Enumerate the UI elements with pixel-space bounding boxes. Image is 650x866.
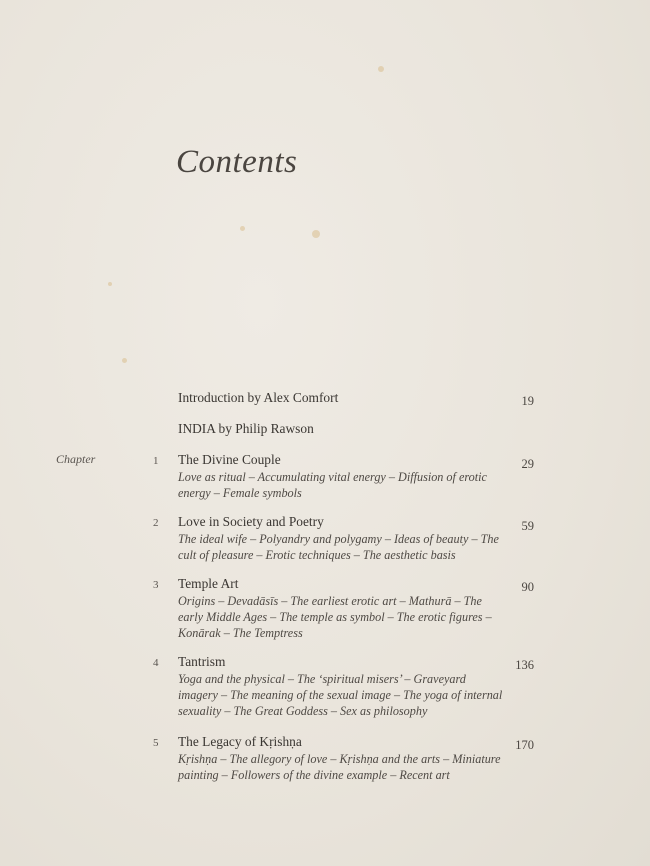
chapter-title: Tantrism — [178, 654, 226, 669]
chapter-number: 2 — [153, 517, 159, 529]
intro-entry: Introduction by Alex Comfort — [178, 390, 339, 405]
chapter-number: 1 — [153, 455, 159, 467]
foxing-spot — [122, 358, 127, 363]
chapter-title: Temple Art — [178, 576, 239, 591]
chapter-page-number: 29 — [521, 457, 534, 471]
chapter-description: The ideal wife – Polyandry and polygamy – Ideas of beauty – The cult of pleasure – Erotic techniques – The aesthetic basis — [178, 532, 499, 562]
chapter-description: Kṛishṇa – The allegory of love – Kṛishṇa and the arts – Miniature painting – Followers of the divine example – Recent art — [178, 752, 501, 782]
contents-title: Contents — [176, 144, 298, 180]
chapter-description: Love as ritual – Accumulating vital energy – Diffusion of erotic energy – Female symbols — [178, 470, 487, 500]
chapter-page-number: 136 — [515, 658, 534, 672]
chapter-number: 4 — [153, 657, 159, 669]
chapter-description: Origins – Devadāsīs – The earliest erotic art – Mathurā – The early Middle Ages – The temple as symbol – The erotic figures – Konārak – The Temptress — [178, 594, 492, 640]
section-heading: INDIA by Philip Rawson — [178, 421, 314, 436]
chapter-number: 3 — [153, 579, 159, 591]
chapter-number: 5 — [153, 737, 159, 749]
foxing-spot — [240, 226, 245, 231]
foxing-spot — [378, 66, 384, 72]
chapter-page-number: 170 — [515, 738, 534, 752]
chapter-title: The Legacy of Kṛishṇa — [178, 734, 302, 749]
chapter-description: Yoga and the physical – The ‘spiritual misers’ – Graveyard imagery – The meaning of the sexual image – The yoga of internal sexuality – The Great Goddess – Sex as philosophy — [178, 672, 503, 718]
chapter-title: Love in Society and Poetry — [178, 514, 324, 529]
foxing-spot — [108, 282, 112, 286]
chapter-page-number: 90 — [521, 580, 534, 594]
chapter-label: Chapter — [56, 452, 96, 466]
chapter-title: The Divine Couple — [178, 452, 281, 467]
chapter-page-number: 59 — [521, 519, 534, 533]
intro-page-number: 19 — [521, 394, 534, 408]
foxing-spot — [312, 230, 320, 238]
